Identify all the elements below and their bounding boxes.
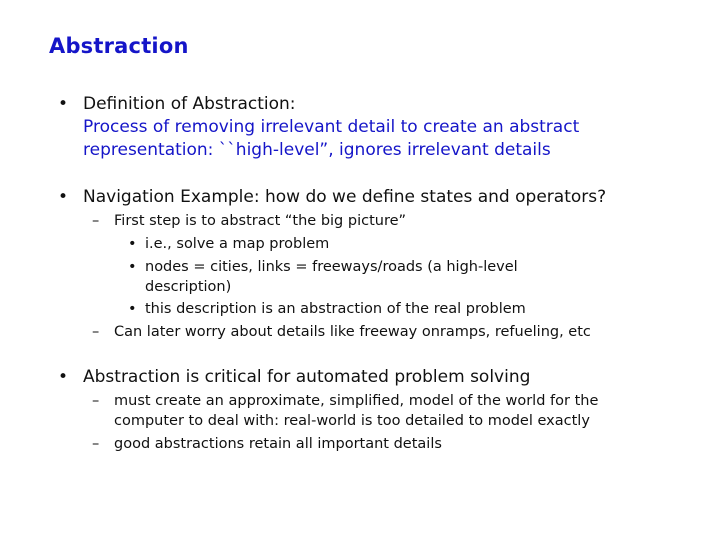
sub-good-abstractions: good abstractions retain all important details [114, 436, 442, 452]
sub-later-worry: Can later worry about details like freeway onramps, refueling, etc [114, 324, 591, 340]
definition-line-1: Process of removing irrelevant detail to create an abstract [83, 117, 580, 137]
dash-marker: – [92, 436, 100, 452]
sub-item-abstraction: this description is an abstraction of the real problem [145, 301, 526, 317]
slide-title: Abstraction [49, 34, 189, 58]
bullet-marker: • [128, 236, 137, 252]
bullet-marker: • [128, 301, 137, 317]
sub-first-step: First step is to abstract “the big picture” [114, 213, 407, 229]
sub-item-map-problem: i.e., solve a map problem [145, 236, 330, 252]
bullet-marker: • [58, 367, 69, 387]
bullet-marker: • [58, 94, 69, 114]
bullet-marker: • [58, 187, 69, 207]
dash-marker: – [92, 324, 100, 340]
bullet-critical: Abstraction is critical for automated problem solving [83, 367, 531, 387]
definition-line-2: representation: ``high-level”, ignores irrelevant details [83, 140, 551, 160]
bullet-definition: Definition of Abstraction: [83, 94, 296, 114]
dash-marker: – [92, 393, 100, 409]
dash-marker: – [92, 213, 100, 229]
bullet-navigation: Navigation Example: how do we define states and operators? [83, 187, 607, 207]
sub-item-nodes-cont: description) [145, 279, 232, 295]
sub-approximate-model-cont: computer to deal with: real-world is too detailed to model exactly [114, 413, 590, 429]
bullet-marker: • [128, 259, 137, 275]
sub-item-nodes: nodes = cities, links = freeways/roads (a high-level [145, 259, 518, 275]
sub-approximate-model: must create an approximate, simplified, model of the world for the [114, 393, 599, 409]
